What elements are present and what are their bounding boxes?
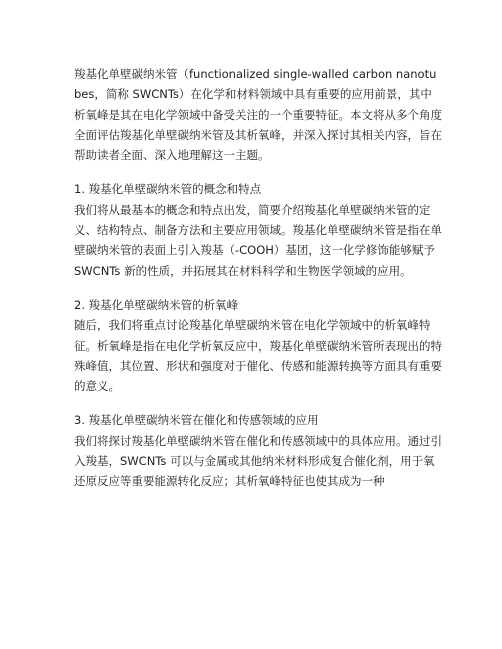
section-heading: 1. 羧基化单壁碳纳米管的概念和特点 xyxy=(74,182,262,197)
section-heading: 3. 羧基化单壁碳纳米管在催化和传感领域的应用 xyxy=(74,413,319,428)
section-heading: 2. 羧基化单壁碳纳米管的析氧峰 xyxy=(74,297,239,312)
section-1 xyxy=(74,179,442,280)
section-2 xyxy=(74,295,442,396)
section-body: 随后，我们将重点讨论羧基化单壁碳纳米管在电化学领域中的析氧峰特征。析氧峰是指在电化学析氧反应中，羧基化单壁碳纳米管所表现出的特殊峰值，其位置、形状和强度对于催化、传感和能源转换等方面具有重要的意义。 xyxy=(74,318,442,394)
section-body: 我们将从最基本的概念和特点出发，简要介绍羧基化单壁碳纳米管的定义、结构特点、制备方法和主要应用领域。羧基化单壁碳纳米管是指在单壁碳纳米管的表面上引入羧基（-COOH）基团，这一化学修饰能够赋予 SWCNTs 新的性质，并拓展其在材料科学和生物医学领域的应用。 xyxy=(74,202,442,278)
section-body: 我们将探讨羧基化单壁碳纳米管在催化和传感领域中的具体应用。通过引入羧基，SWCNTs 可以与金属或其他纳米材料形成复合催化剂，用于氧还原反应等重要能源转化反应；其析氧峰特征也使其成为一种 xyxy=(74,433,442,489)
intro-paragraph: 羧基化单壁碳纳米管（functionalized single-walled carbon nanotubes，简称 SWCNTs）在化学和材料领域中具有重要的应用前景，其中析氧峰是其在电化学领域中备受关注的一个重要特征。本文将从多个角度全面评估羧基化单壁碳纳米管及其析氧峰，并深入探讨其相关内容，旨在帮助读者全面、深入地理解这一主题。 xyxy=(74,67,442,163)
section-3 xyxy=(74,410,442,491)
document-page xyxy=(74,64,442,506)
